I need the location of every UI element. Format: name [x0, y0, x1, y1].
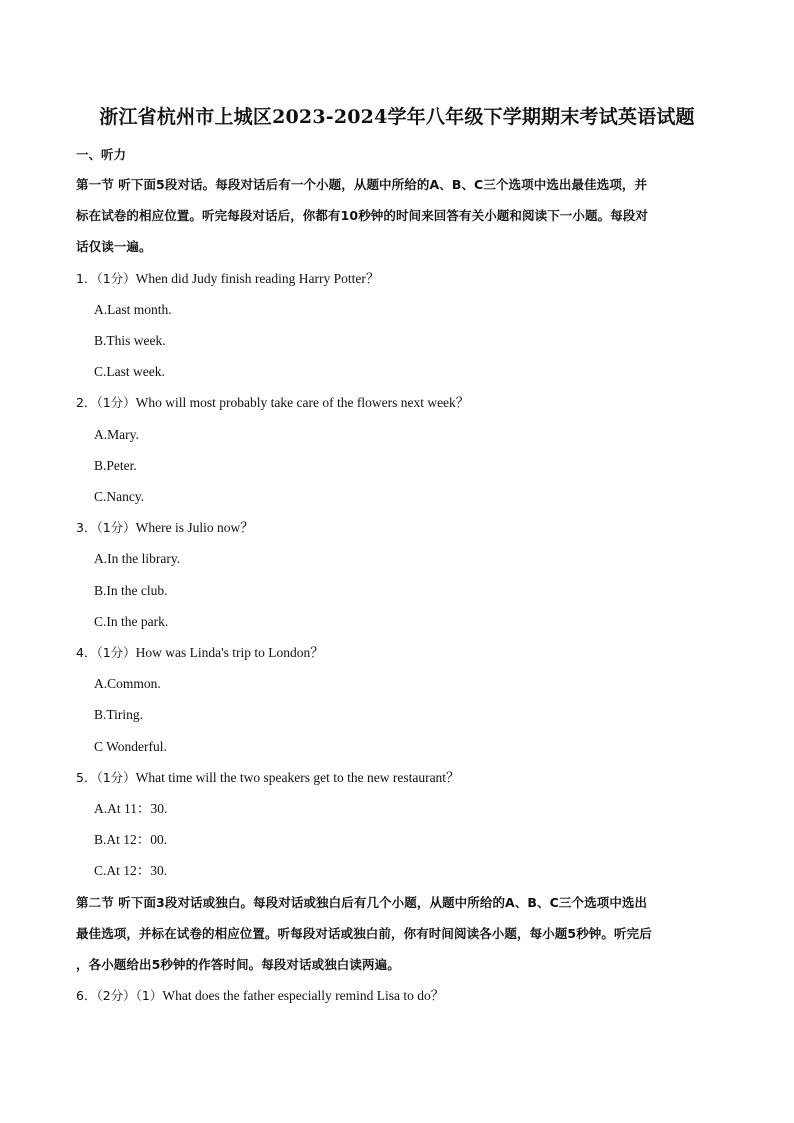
question-score: （2分） — [96, 988, 136, 1003]
section1-line-3: 话仅读一遍。 — [76, 239, 152, 254]
question-number: 3． — [76, 520, 97, 535]
option-3a: A.In the library. — [94, 551, 181, 566]
section2-line-2: 最佳选项，并标在试卷的相应位置。听每段对话或独白前，你有时间阅读各小题，每小题5秒钟。听完后 — [76, 926, 652, 941]
question-6 — [76, 987, 726, 1005]
subquestion-number: （1） — [135, 988, 163, 1003]
option-2a: A.Mary. — [94, 427, 139, 442]
option-2c: C.Nancy. — [94, 489, 145, 504]
question-number: 4． — [76, 645, 97, 660]
section1-line-2: 标在试卷的相应位置。听完每段对话后，你都有10秒钟的时间来回答有关小题和阅读下一小题。每段对 — [76, 208, 648, 223]
question-score: （1分） — [96, 520, 136, 535]
section1-line-1: 第一节 听下面5段对话。每段对话后有一个小题，从题中所给的A、B、C三个选项中选出最佳选项，并 — [76, 177, 648, 192]
option-3b: B.In the club. — [94, 583, 168, 598]
option-2b: B.Peter. — [94, 458, 137, 473]
option-4a: A.Common. — [94, 676, 161, 691]
option-1b: B.This week. — [94, 333, 166, 348]
question-score: （1分） — [96, 770, 136, 785]
section2-line-3: ，各小题给出5秒钟的作答时间。每段对话或独白读两遍。 — [76, 957, 400, 972]
question-score: （1分） — [96, 645, 136, 660]
question-text: Who will most probably take care of the flowers next week？ — [135, 395, 470, 410]
question-text: When did Judy finish reading Harry Potter？ — [135, 271, 380, 286]
question-score: （1分） — [96, 271, 136, 286]
question-3 — [76, 519, 726, 537]
section2-line-1: 第二节 听下面3段对话或独白。每段对话或独白后有几个小题，从题中所给的A、B、C三个选项中选出 — [76, 895, 648, 910]
option-1a: A.Last month. — [94, 302, 172, 317]
question-number: 6． — [76, 988, 97, 1003]
option-5b: B.At 12：00. — [94, 832, 168, 847]
question-text: What does the father especially remind Lisa to do？ — [162, 988, 445, 1003]
question-number: 5． — [76, 770, 97, 785]
question-text: How was Linda's trip to London？ — [135, 645, 324, 660]
question-text: What time will the two speakers get to the new restaurant？ — [135, 770, 460, 785]
question-number: 2． — [76, 395, 97, 410]
option-4c: C Wonderful. — [94, 739, 167, 754]
part-heading: 一、听力 — [76, 147, 127, 162]
option-5a: A.At 11：30. — [94, 801, 168, 816]
option-5c: C.At 12：30. — [94, 863, 168, 878]
question-5 — [76, 769, 726, 787]
option-3c: C.In the park. — [94, 614, 169, 629]
page-title: 浙江省杭州市上城区2023-2024学年八年级下学期期末考试英语试题 — [99, 106, 695, 128]
option-1c: C.Last week. — [94, 364, 165, 379]
option-4b: B.Tiring. — [94, 707, 144, 722]
question-score: （1分） — [96, 395, 136, 410]
question-number: 1． — [76, 271, 97, 286]
question-4 — [76, 644, 726, 662]
question-2 — [76, 394, 726, 412]
question-text: Where is Julio now？ — [135, 520, 254, 535]
question-1 — [76, 270, 726, 288]
